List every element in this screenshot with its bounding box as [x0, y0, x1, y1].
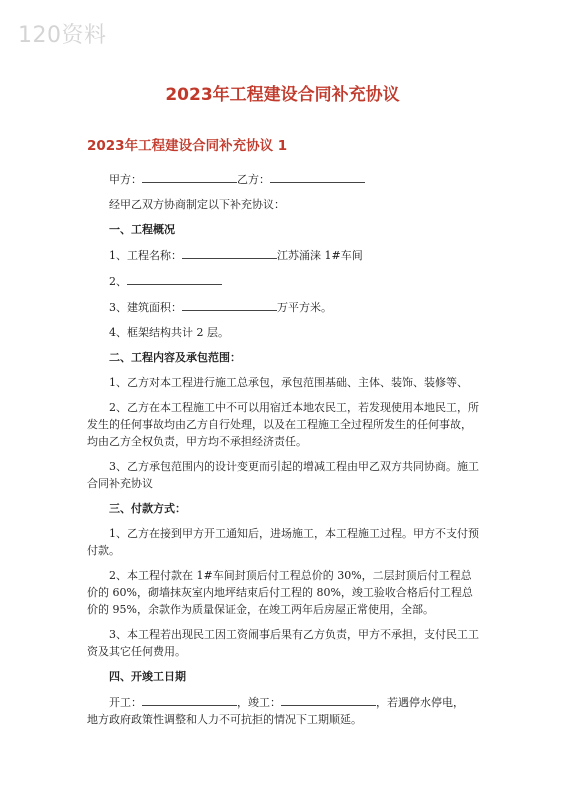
item2-line: [87, 272, 482, 290]
section3-para3: 3、本工程若出现民工因工资闹事后果有乙方负责，甲方不承担，支付民工工资及其它任何费用。: [87, 628, 479, 658]
document-title: 2023年工程建设合同补充协议: [165, 85, 400, 105]
item2-label: 2、: [109, 275, 127, 288]
area-line: [87, 298, 482, 316]
project-name-label: 1、工程名称：: [109, 249, 182, 262]
project-name-value: 江苏涌涞 1#车间: [277, 249, 363, 262]
area-blank: [182, 298, 277, 311]
section4-heading: 四、开竣工日期: [109, 670, 186, 683]
section3-para1: 1、乙方在接到甲方开工通知后，进场施工，本工程施工过程。甲方不支付预付款。: [87, 527, 479, 557]
start-date-blank: [142, 693, 237, 706]
watermark-logo: 120资料: [18, 23, 107, 48]
section2-para3: 3、乙方承包范围内的设计变更而引起的增减工程由甲乙双方共同协商。施工合同补充协议: [87, 460, 479, 490]
party-a-blank: [142, 170, 237, 183]
section-subtitle: 2023年工程建设合同补充协议 1: [87, 138, 288, 154]
section2-para1: 1、乙方对本工程进行施工总承包，承包范围基础、主体、装饰、装修等、: [109, 376, 468, 389]
end-date-blank: [281, 693, 376, 706]
area-label: 3、建筑面积：: [109, 301, 182, 314]
structure-line: 4、框架结构共计 2 层。: [109, 326, 229, 339]
item2-blank: [127, 272, 222, 285]
schedule-line: [87, 693, 482, 711]
area-unit: 万平方米。: [277, 301, 332, 314]
section2-heading: 二、工程内容及承包范围：: [109, 351, 241, 364]
project-name-line: [87, 246, 482, 264]
schedule-suffix: ，若遇停水停电，: [376, 696, 464, 709]
party-b-label: 乙方：: [237, 173, 270, 186]
section1-heading: 一、工程概况: [109, 223, 175, 236]
party-a-label: 甲方：: [109, 173, 142, 186]
section2-para2: 2、乙方在本工程施工中不可以用宿迁本地农民工，若发现使用本地民工，所发生的任何事故均由乙方自行处理，以及在工程施工全过程所发生的任何事故，均由乙方全权负责，甲方均不承担经济责任。: [87, 401, 479, 448]
end-date-label: ，竣工：: [237, 696, 281, 709]
parties-line: [87, 170, 482, 188]
project-name-blank: [182, 246, 277, 259]
intro-text: 经甲乙双方协商制定以下补充协议：: [109, 198, 285, 211]
document-body: [87, 170, 482, 728]
section3-heading: 三、付款方式：: [109, 502, 186, 515]
start-date-label: 开工：: [109, 696, 142, 709]
party-b-blank: [270, 170, 365, 183]
schedule-continuation: 地方政府政策性调整和人力不可抗拒的情况下工期顺延。: [87, 713, 362, 726]
section3-para2: 2、本工程付款在 1#车间封顶后付工程总价的 30%，二层封顶后付工程总价的 60%，砌墙抹灰室内地坪结束后付工程的 80%，竣工验收合格后付工程总价的 95%，余款作为质量保证金，在竣工两年后房屋正常使用，全部。: [87, 569, 473, 616]
